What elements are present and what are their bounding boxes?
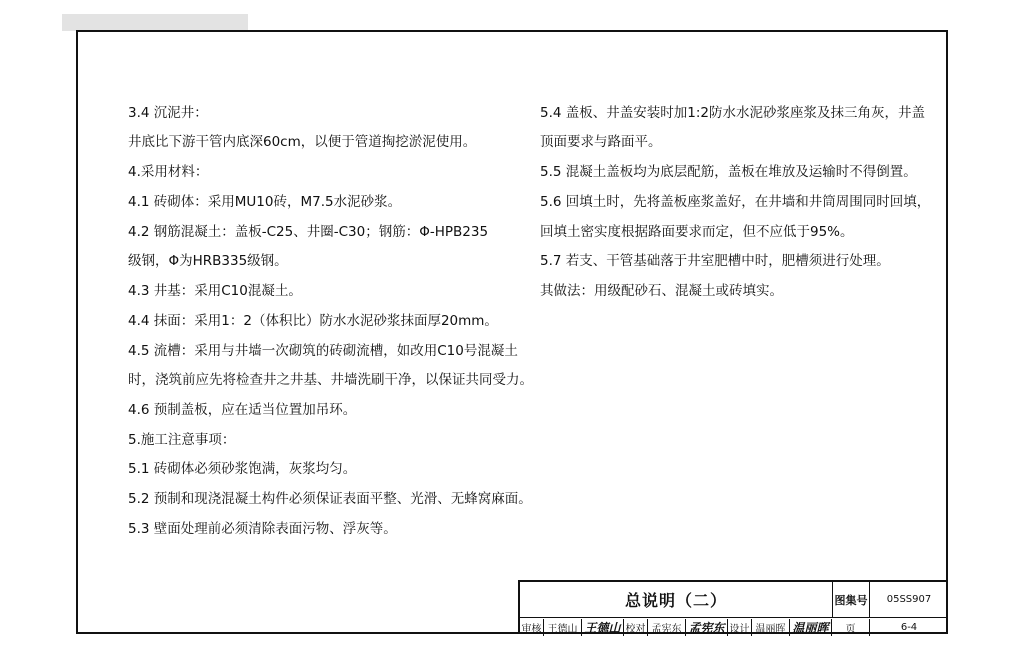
designer-name: 温丽晖 (752, 619, 790, 636)
page-number: 6-4 (900, 622, 918, 633)
text-line: 4.采用材料： (128, 164, 209, 180)
text-line: 5.3 壁面处理前必须清除表面污物、浮灰等。 (128, 521, 397, 537)
drawing-title: 总说明（二） (520, 582, 833, 617)
text-line: 时，浇筑前应先将检查井之井基、井墙洗刷干净，以保证共同受力。 (128, 372, 533, 388)
scan-tab-mark (62, 14, 248, 31)
atlas-number: 05SS907 (886, 594, 932, 605)
text-line: 5.2 预制和现浇混凝土构件必须保证表面平整、光滑、无蜂窝麻面。 (128, 491, 532, 507)
atlas-number-label: 图集号 (833, 582, 870, 617)
text-line: 4.5 流槽：采用与井墙一次砌筑的砖砌流槽，如改用C10号混凝土 (128, 343, 518, 359)
text-line: 3.4 沉泥井： (128, 105, 208, 121)
text-line: 5.1 砖砌体必须砂浆饱满，灰浆均匀。 (128, 461, 357, 477)
checker-name: 孟宪东 (648, 619, 686, 636)
reviewer-name: 王德山 (544, 619, 582, 636)
text-line: 回填土密实度根据路面要求而定，但不应低于95%。 (540, 224, 854, 240)
text-line: 其做法：用级配砂石、混凝土或砖填实。 (540, 283, 783, 299)
text-line: 4.4 抹面：采用1：2（体积比）防水水泥砂浆抹面厚20mm。 (128, 313, 498, 329)
text-line: 4.1 砖砌体：采用MU10砖，M7.5水泥砂浆。 (128, 194, 402, 210)
text-line: 5.7 若支、干管基础落于井室肥槽中时，肥槽须进行处理。 (540, 253, 890, 269)
check-label: 校对 (624, 619, 648, 636)
title-block-header-row (520, 582, 948, 618)
text-line: 5.施工注意事项： (128, 432, 236, 448)
page-label: 页 (832, 619, 870, 636)
checker-signature: 孟宪东 (686, 619, 728, 636)
text-line: 5.4 盖板、井盖安装时加1:2防水水泥砂浆座浆及抹三角灰，井盖 (540, 105, 925, 121)
text-line: 级钢，Φ为HRB335级钢。 (128, 253, 288, 269)
text-line: 井底比下游干管内底深60cm，以便于管道掏挖淤泥使用。 (128, 134, 477, 150)
reviewer-signature: 王德山 (582, 619, 624, 636)
title-block-signature-row (520, 619, 948, 636)
design-label: 设计 (728, 619, 752, 636)
text-line: 5.5 混凝土盖板均为底层配筋，盖板在堆放及运输时不得倒置。 (540, 164, 917, 180)
designer-signature: 温丽晖 (790, 619, 832, 636)
text-line: 4.3 井基：采用C10混凝土。 (128, 283, 302, 299)
text-line: 4.6 预制盖板，应在适当位置加吊环。 (128, 402, 357, 418)
review-label: 审核 (520, 619, 544, 636)
text-line: 5.6 回填土时，先将盖板座浆盖好，在井墙和井筒周围同时回填， (540, 194, 931, 210)
title-block (518, 580, 948, 634)
text-line: 4.2 钢筋混凝土：盖板-C25、井圈-C30；钢筋：Φ-HPB235 (128, 224, 489, 240)
text-line: 顶面要求与路面平。 (540, 134, 662, 150)
